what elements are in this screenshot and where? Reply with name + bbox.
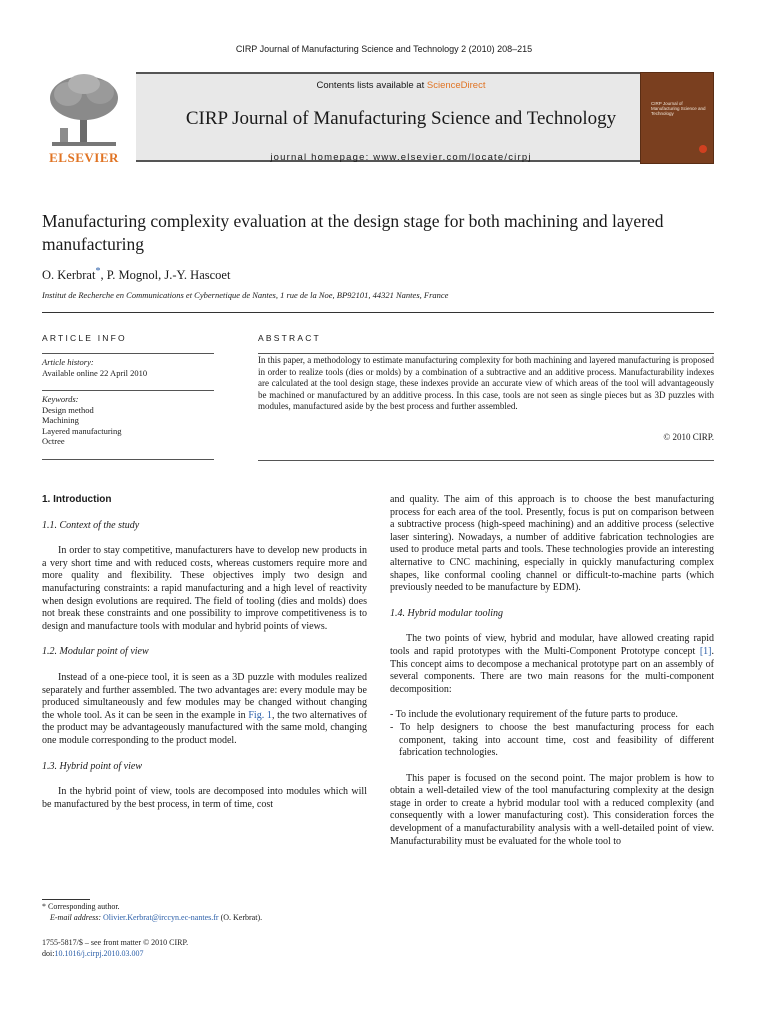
contents-prefix: Contents lists available at <box>316 80 427 91</box>
email-line <box>42 913 372 924</box>
keywords-block <box>42 394 122 447</box>
paragraph <box>390 633 714 696</box>
other-authors: , P. Mognol, J.-Y. Hascoet <box>100 268 231 283</box>
paragraph: In order to stay competitive, manufacturers have to develop new products in a very short time and with reduced costs, whereas customers require more and more quality and flexibility. These objectives imply two design and manufacturing constraints: a rapid manufacturing and a high level of reactivity when design evolutions are required. The field of tooling (dies and molds) does not break these constraints and one possibility to improve competitiveness is to design and manufacture tools with modular and hybrid points of views. <box>42 545 367 632</box>
doi-line <box>42 948 188 959</box>
history-label: Article history: <box>42 357 94 367</box>
list-item: - To include the evolutionary requirement of the future parts to produce. <box>390 709 678 721</box>
journal-masthead <box>42 70 714 166</box>
left-column <box>42 494 367 811</box>
keyword-item: Machining <box>42 415 79 425</box>
citation-link[interactable]: [1] <box>699 645 712 657</box>
info-divider <box>42 390 214 391</box>
list-item: - To help designers to choose the best manufacturing process for each component, taking into account time, cost and feasibility of different fabrication technologies. <box>390 721 714 759</box>
keyword-item: Octree <box>42 436 65 446</box>
subsection-heading: 1.2. Modular point of view <box>42 646 149 658</box>
abstract-text: In this paper, a methodology to estimate manufacturing complexity for both machining and layered manufacturing is proposed in order to realize tools (dies or molds) by a combination of a subtractive and an additive process. Manufacturability indexes are calculated at the tool design stage, these indexes provide an accurate view of which areas of the tool will advantageously be machined or manufactured by an additive process. In this case, tools are not seen as single pieces but as 3D puzzles with modules, manufactured aside by the best process and further assembled. <box>258 355 714 411</box>
paragraph: In the hybrid point of view, tools are decomposed into modules which will be manufactured by the best process, in term of time, cost <box>42 786 367 810</box>
email-suffix: (O. Kerbrat). <box>218 912 263 922</box>
journal-name: CIRP Journal of Manufacturing Science and Technology <box>185 108 617 129</box>
keyword-item: Layered manufacturing <box>42 425 122 436</box>
cover-title: CIRP Journal of Manufacturing Science and Technology <box>651 101 706 116</box>
sciencedirect-link[interactable]: ScienceDirect <box>426 80 486 91</box>
keyword-item: Design method <box>42 404 94 415</box>
paragraph-text: . This concept aims to decompose a mechanical prototype part on an assembly of several components. There are two main reasons for the multi-component decomposition: <box>390 645 714 695</box>
paragraph-text: Instead of a one-piece tool, it is seen as a 3D puzzle with modules realized separately and further assembled. The two advantages are: every module may be produced simultaneously and few modules may be changed without changing the whole tool. As it can be seen in the example in <box>42 671 367 721</box>
issn-block <box>42 937 188 959</box>
corresponding-text: Corresponding author. <box>48 902 120 911</box>
history-value: Available online 22 April 2010 <box>42 367 148 378</box>
bullet-list <box>390 709 714 759</box>
subsection-heading: 1.4. Hybrid modular tooling <box>390 607 504 619</box>
corresponding-author-mark[interactable]: * <box>95 266 101 277</box>
paragraph: This paper is focused on the second point. The major problem is how to obtain a well-detailed view of the tool manufacturing complexity at the design stage in order to create a hybrid modular tool with a reduced complexity (and consequently with a lower manufacturing cost). This consideration forces the development of a manufacturability analysis with a well-detailed point of view. Manufacturability must be evaluated for the whole tool to <box>390 772 714 847</box>
elsevier-tree-logo[interactable] <box>42 72 126 164</box>
paragraph-text: , the two alternatives of the product may be advantageously manufactured with the same mold, changing one module corresponding to the product model. <box>42 709 368 746</box>
issn-line: 1755-5817/$ – see front matter © 2010 CIRP. <box>42 938 189 947</box>
footnote-mark: * <box>42 902 46 911</box>
info-divider <box>42 353 214 354</box>
corresponding-author-note <box>42 902 372 913</box>
doi-label: doi: <box>42 949 55 958</box>
masthead-banner <box>136 72 666 162</box>
author-email-link[interactable]: Olivier.Kerbrat@irccyn.ec-nantes.fr <box>103 912 219 922</box>
footnote-divider <box>42 899 90 900</box>
section-heading: 1. Introduction <box>42 494 112 505</box>
paragraph-text: The two points of view, hybrid and modular, have allowed creating rapid tools and rapid prototypes with the Multi-Component Prototype concept <box>390 633 714 657</box>
article-title: Manufacturing complexity evaluation at the design stage for both machining and layered manufacturing <box>42 211 664 254</box>
elsevier-wordmark: ELSEVIER <box>49 150 119 165</box>
contents-line <box>136 80 666 91</box>
running-head: CIRP Journal of Manufacturing Science and Technology 2 (2010) 208–215 <box>235 44 533 54</box>
first-author: O. Kerbrat <box>42 268 96 283</box>
cover-emblem-icon <box>699 145 707 153</box>
article-info-heading: ARTICLE INFO <box>42 333 127 343</box>
abstract-divider <box>258 460 714 461</box>
subsection-heading: 1.1. Context of the study <box>42 519 140 531</box>
tree-icon <box>42 72 126 150</box>
info-divider <box>42 459 214 460</box>
journal-cover-thumbnail[interactable] <box>640 72 714 164</box>
abstract-divider <box>258 353 714 354</box>
header-divider <box>42 312 714 313</box>
footnote <box>42 902 372 923</box>
article-history <box>42 357 147 378</box>
journal-homepage-link[interactable]: journal homepage: www.elsevier.com/locate/cirpj <box>270 152 532 163</box>
paragraph <box>42 672 367 748</box>
email-label: E-mail address: <box>50 912 104 922</box>
subsection-heading: 1.3. Hybrid point of view <box>42 760 142 772</box>
abstract-heading: ABSTRACT <box>258 333 321 343</box>
affiliation: Institut de Recherche en Communications et Cybernetique de Nantes, 1 rue de la Noe, BP92101, 44321 Nantes, France <box>42 290 449 300</box>
doi-link[interactable]: 10.1016/j.cirpj.2010.03.007 <box>54 949 144 958</box>
paragraph: and quality. The aim of this approach is to choose the best manufacturing process for each area of the tool. Presently, focus is put on comparison between a subtractive process (high-speed machining) and an additive process (selective laser sintering). Nowadays, a number of additive fabrication technologies are used to produce metal parts and tools. These technologies provide an interesting alternative to CNC machining, especially in quickly manufacturing complex shapes, like conformal cooling channel or difficult-to-machine parts (which previously needed to be manufacture by EDM). <box>390 494 714 594</box>
copyright-notice: © 2010 CIRP. <box>663 432 714 442</box>
right-column <box>390 494 714 848</box>
keywords-label: Keywords: <box>42 394 79 404</box>
figure-reference-link[interactable]: Fig. 1 <box>248 709 272 721</box>
author-list <box>42 266 230 283</box>
